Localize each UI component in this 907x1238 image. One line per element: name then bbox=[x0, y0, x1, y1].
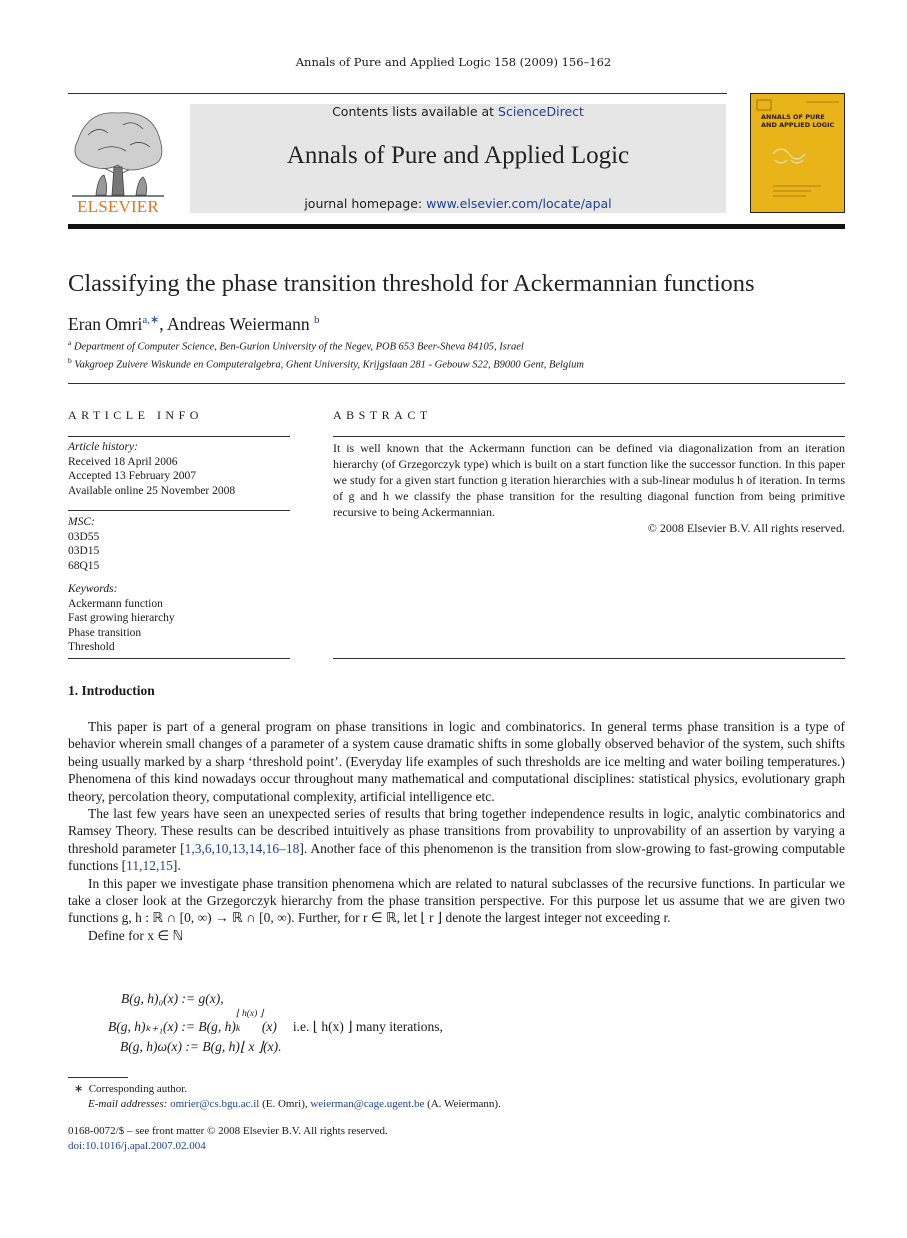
author-weiermann: Andreas Weiermann bbox=[167, 313, 310, 334]
paragraph: Define for x ∈ ℕ bbox=[88, 927, 184, 943]
abstract-bottom-rule bbox=[333, 658, 845, 659]
author-weiermann-affil-link[interactable]: b bbox=[313, 314, 320, 326]
section-heading: 1. Introduction bbox=[68, 683, 155, 698]
masthead-bottom-rule bbox=[68, 224, 845, 229]
affiliation-a: $^a$ Department of Computer Science, Ben-Gurion University of the Negev, POB 653 Beer-Sheva 84105, Israel bbox=[68, 338, 524, 353]
keyword: Ackermann function bbox=[68, 597, 163, 610]
equation-diagonal: B(g, h)ω(x) := B(g, h)⌊ x ⌋(x). bbox=[120, 1039, 282, 1054]
journal-title: Annals of Pure and Applied Logic bbox=[286, 142, 630, 169]
msc-code: 03D55 bbox=[68, 530, 100, 543]
keyword: Phase transition bbox=[68, 626, 142, 639]
history-rule bbox=[68, 510, 290, 511]
author-omri-affil-link[interactable]: a,∗ bbox=[142, 314, 160, 326]
keywords: Keywords: Ackermann function Fast growing hierarchy Phase transition Threshold bbox=[68, 582, 290, 655]
abstract-copyright: © 2008 Elsevier B.V. All rights reserved. bbox=[647, 521, 845, 535]
masthead-banner bbox=[190, 104, 726, 213]
abstract-rule bbox=[333, 436, 845, 437]
email-addresses: E-mail addresses: omrier@cs.bgu.ac.il (E. Omri), weierman@cage.ugent.be (A. Weiermann). bbox=[88, 1098, 501, 1110]
equation-step: B(g, h)ₖ₊₁(x) := B(g, h) ⌊ h(x) ⌋ k (x) i.e. ⌊ h(x) ⌋ many iterations, bbox=[108, 1009, 443, 1034]
running-head: Annals of Pure and Applied Logic 158 (2009) 156–162 bbox=[295, 55, 612, 69]
masthead-top-rule bbox=[68, 93, 727, 94]
email-link[interactable]: omrier@cs.bgu.ac.il bbox=[170, 1098, 260, 1110]
elsevier-wordmark: ELSEVIER bbox=[77, 197, 159, 216]
article-title: Classifying the phase transition threshold for Ackermannian functions bbox=[68, 270, 755, 297]
author-line: Eran Omri$^{a,∗}$, Andreas Weiermann $^b$ bbox=[68, 313, 320, 334]
email-link[interactable]: weierman@cage.ugent.be bbox=[310, 1098, 425, 1110]
issn-line: 0168-0072/$ – see front matter © 2008 Elsevier B.V. All rights reserved. bbox=[68, 1125, 388, 1137]
keyword: Threshold bbox=[68, 641, 115, 653]
affiliation-b: $^b$ Vakgroep Zuivere Wiskunde en Computeralgebra, Ghent University, Krijgslaan 281 - Gebouw S22, B9000 Gent, Belgium bbox=[68, 356, 584, 371]
intro-body bbox=[68, 718, 845, 944]
abstract-caption: ABSTRACT bbox=[333, 408, 432, 422]
contents-line: Contents lists available at ScienceDirect bbox=[332, 104, 584, 119]
paragraph: This paper is part of a general program on phase transitions in logic and combinatorics. In general terms phase transition is a type of behavior wherein small changes of a parameter of a system cause dramatic shifts in some globally observed behavior of the system, such shifts being usually marked by a sharp ‘threshold point’. (Everyday life examples of such thresholds are ice melting and water boiling temperatures.) Phenomena of this kind nowadays occur throughout many mathematical and computational disciplines: statistical physics, evolutionary graph theory, percolation theory, computational complexity, artificial intelligence etc. bbox=[68, 719, 845, 804]
footnote-rule bbox=[68, 1077, 128, 1078]
paragraph: The last few years have seen an unexpected series of results that bring together independence results in logic, analytic combinatorics and Ramsey Theory. These results can be described intuitively as phase transitions from provability to unprovability of an assertion by varying a threshold parameter [1,3,6,10,13,14,16–18]. Another face of this phenomenon is the transition from slow-growing to fast-growing computable functions [11,12,15]. bbox=[68, 806, 845, 874]
paragraph: In this paper we investigate phase transition phenomena which are related to natural subclasses of the recursive functions. In particular we take a closer look at the Grzegorczyk hierarchy from the phase transition perspective. For this purpose let us assume that we are given two functions g, h : ℝ ∩ [0, ∞) → ℝ ∩ [0, ∞). Further, for r ∈ ℝ, let ⌊ r ⌋ denote the largest integer not exceeding r. bbox=[68, 875, 845, 926]
keyword: Fast growing hierarchy bbox=[68, 612, 175, 624]
msc-code: 68Q15 bbox=[68, 559, 100, 572]
sciencedirect-link[interactable]: ScienceDirect bbox=[498, 104, 584, 119]
article-history: Article history: Received 18 April 2006 Accepted 13 February 2007 Available online 25 November 2008 bbox=[68, 441, 236, 497]
cover-title: ANNALS OF PURE AND APPLIED LOGIC bbox=[761, 113, 835, 129]
citation-link[interactable]: 1,3,6,10,13,14,16–18 bbox=[184, 840, 300, 856]
doi-link[interactable]: doi:10.1016/j.apal.2007.02.004 bbox=[68, 1140, 206, 1152]
doi-line bbox=[68, 1140, 206, 1152]
citation-link[interactable]: 11,12,15 bbox=[126, 858, 173, 874]
header-divider bbox=[68, 383, 845, 384]
msc-code: 03D15 bbox=[68, 545, 100, 557]
homepage-line: journal homepage: www.elsevier.com/locate/apal bbox=[304, 196, 612, 211]
abstract-text: It is well known that the Ackermann function can be defined via diagonalization from an iteration hierarchy (of Grzegorczyk type) which is built on a start function like the successor function. In this paper we study for a given start function g iteration hierarchies with a sub-linear modulus h of iteration. In terms of g and h we classify the phase transition for the resulting diagonal function from being primitive recursive to being Ackermannian. bbox=[333, 441, 845, 519]
corresponding-author-note: ∗ Corresponding author. bbox=[74, 1083, 188, 1095]
article-info-caption: ARTICLE INFO bbox=[68, 408, 203, 422]
journal-cover-thumbnail bbox=[750, 93, 845, 213]
cover-decoration-icon bbox=[751, 94, 846, 214]
journal-masthead bbox=[68, 93, 845, 223]
msc-codes: MSC: 03D55 03D15 68Q15 bbox=[68, 515, 290, 573]
article-info-rule bbox=[68, 436, 290, 437]
equation-base: B(g, h)₀(x) := g(x), bbox=[121, 991, 224, 1006]
journal-homepage-link[interactable]: www.elsevier.com/locate/apal bbox=[426, 196, 612, 211]
author-omri: Eran Omri bbox=[68, 313, 143, 334]
article-info-bottom-rule bbox=[68, 658, 290, 659]
